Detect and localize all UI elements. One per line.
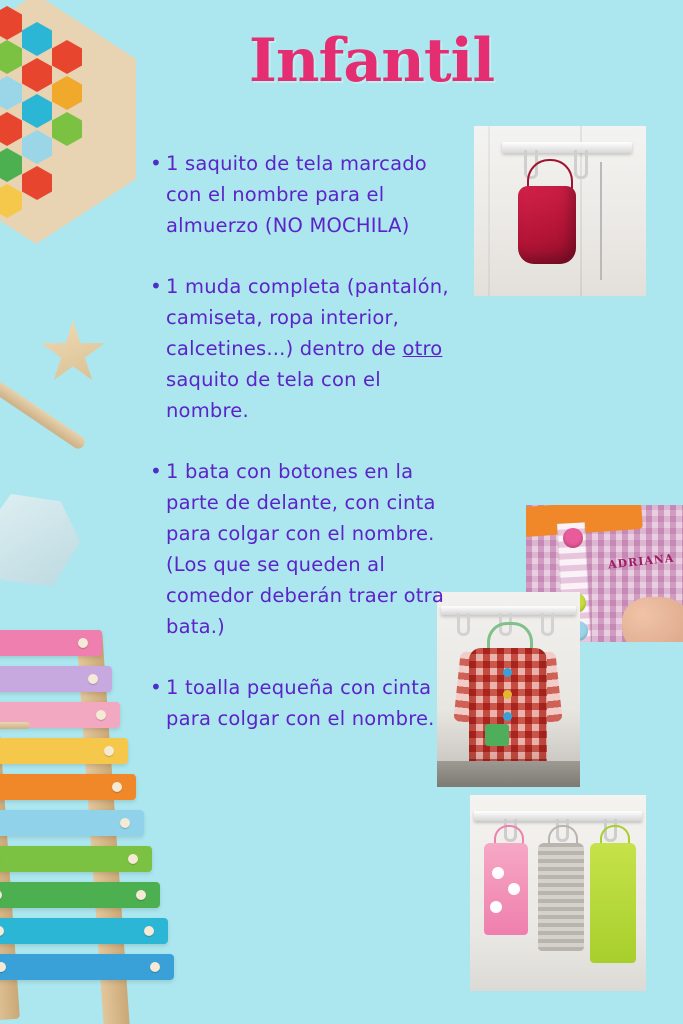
xylophone-bar bbox=[0, 774, 136, 800]
hand bbox=[622, 597, 683, 642]
xylophone-bar bbox=[0, 882, 160, 908]
list-item-text bbox=[166, 148, 450, 241]
mallet-handle bbox=[0, 722, 30, 729]
list-item bbox=[150, 148, 450, 241]
list-item-text bbox=[166, 456, 450, 642]
list-item-text-part: saquito de tela con el nombre. bbox=[166, 368, 381, 422]
hook-icon bbox=[457, 613, 470, 636]
list-item-text bbox=[166, 271, 450, 426]
list-bullet: • bbox=[150, 675, 162, 699]
smock-button bbox=[503, 712, 512, 721]
hook-icon bbox=[574, 150, 588, 179]
smock-button bbox=[503, 690, 512, 699]
list-item bbox=[150, 271, 450, 426]
list-item-text-underlined: otro bbox=[402, 337, 443, 360]
smock-button bbox=[503, 668, 512, 677]
wand-star bbox=[40, 320, 106, 386]
list-bullet: • bbox=[150, 459, 162, 483]
red-drawstring-bag-on-hook-photo bbox=[474, 126, 646, 296]
list-item-text-part: 1 muda completa (pantalón, camiseta, ropa interior, calcetines...) dentro de bbox=[166, 275, 449, 360]
xylophone-mallet bbox=[0, 716, 30, 732]
hexagon-mosaic-puzzle bbox=[0, 0, 146, 270]
page-title: Infantil bbox=[248, 26, 495, 96]
hanging-towels-photo bbox=[470, 795, 646, 991]
xylophone-bar bbox=[0, 810, 144, 836]
list-item bbox=[150, 672, 450, 734]
wooden-star-wand bbox=[0, 310, 140, 460]
xylophone-bar bbox=[0, 666, 112, 692]
hook-icon bbox=[541, 613, 554, 636]
xylophone-bar bbox=[0, 954, 174, 980]
xylophone-bar bbox=[0, 738, 128, 764]
list-item-text bbox=[166, 672, 450, 734]
coat-rail bbox=[502, 142, 632, 153]
green-towel bbox=[590, 843, 636, 963]
smock-body bbox=[469, 648, 547, 766]
floor bbox=[437, 761, 580, 787]
shirt-button bbox=[563, 528, 583, 548]
requirements-list bbox=[150, 148, 450, 764]
list-item-text-part: 1 bata con botones en la parte de delante, con cinta para colgar con el nombre. (Los que se queden al comedor deberán traer otra bata.) bbox=[166, 460, 445, 638]
pink-towel bbox=[484, 843, 528, 935]
list-item bbox=[150, 456, 450, 642]
pale-blue-wooden-block bbox=[0, 494, 80, 586]
list-bullet: • bbox=[150, 151, 162, 175]
embroidered-name-label: ADRIANA bbox=[607, 551, 675, 572]
smock-pocket bbox=[485, 724, 509, 746]
xylophone-bar bbox=[0, 918, 168, 944]
xylophone-bar bbox=[0, 846, 152, 872]
grey-towel bbox=[538, 843, 584, 951]
list-bullet: • bbox=[150, 274, 162, 298]
red-gingham-smock-on-rack-photo bbox=[437, 592, 580, 787]
red-bag bbox=[518, 186, 576, 264]
hanging-string bbox=[600, 162, 602, 280]
list-item-text-part: 1 saquito de tela marcado con el nombre para el almuerzo (NO MOCHILA) bbox=[166, 152, 427, 237]
rainbow-xylophone bbox=[0, 620, 170, 1024]
list-item-text-part: 1 toalla pequeña con cinta para colgar con el nombre. bbox=[166, 676, 435, 730]
xylophone-bar bbox=[0, 630, 102, 656]
wand-stick bbox=[0, 373, 87, 451]
